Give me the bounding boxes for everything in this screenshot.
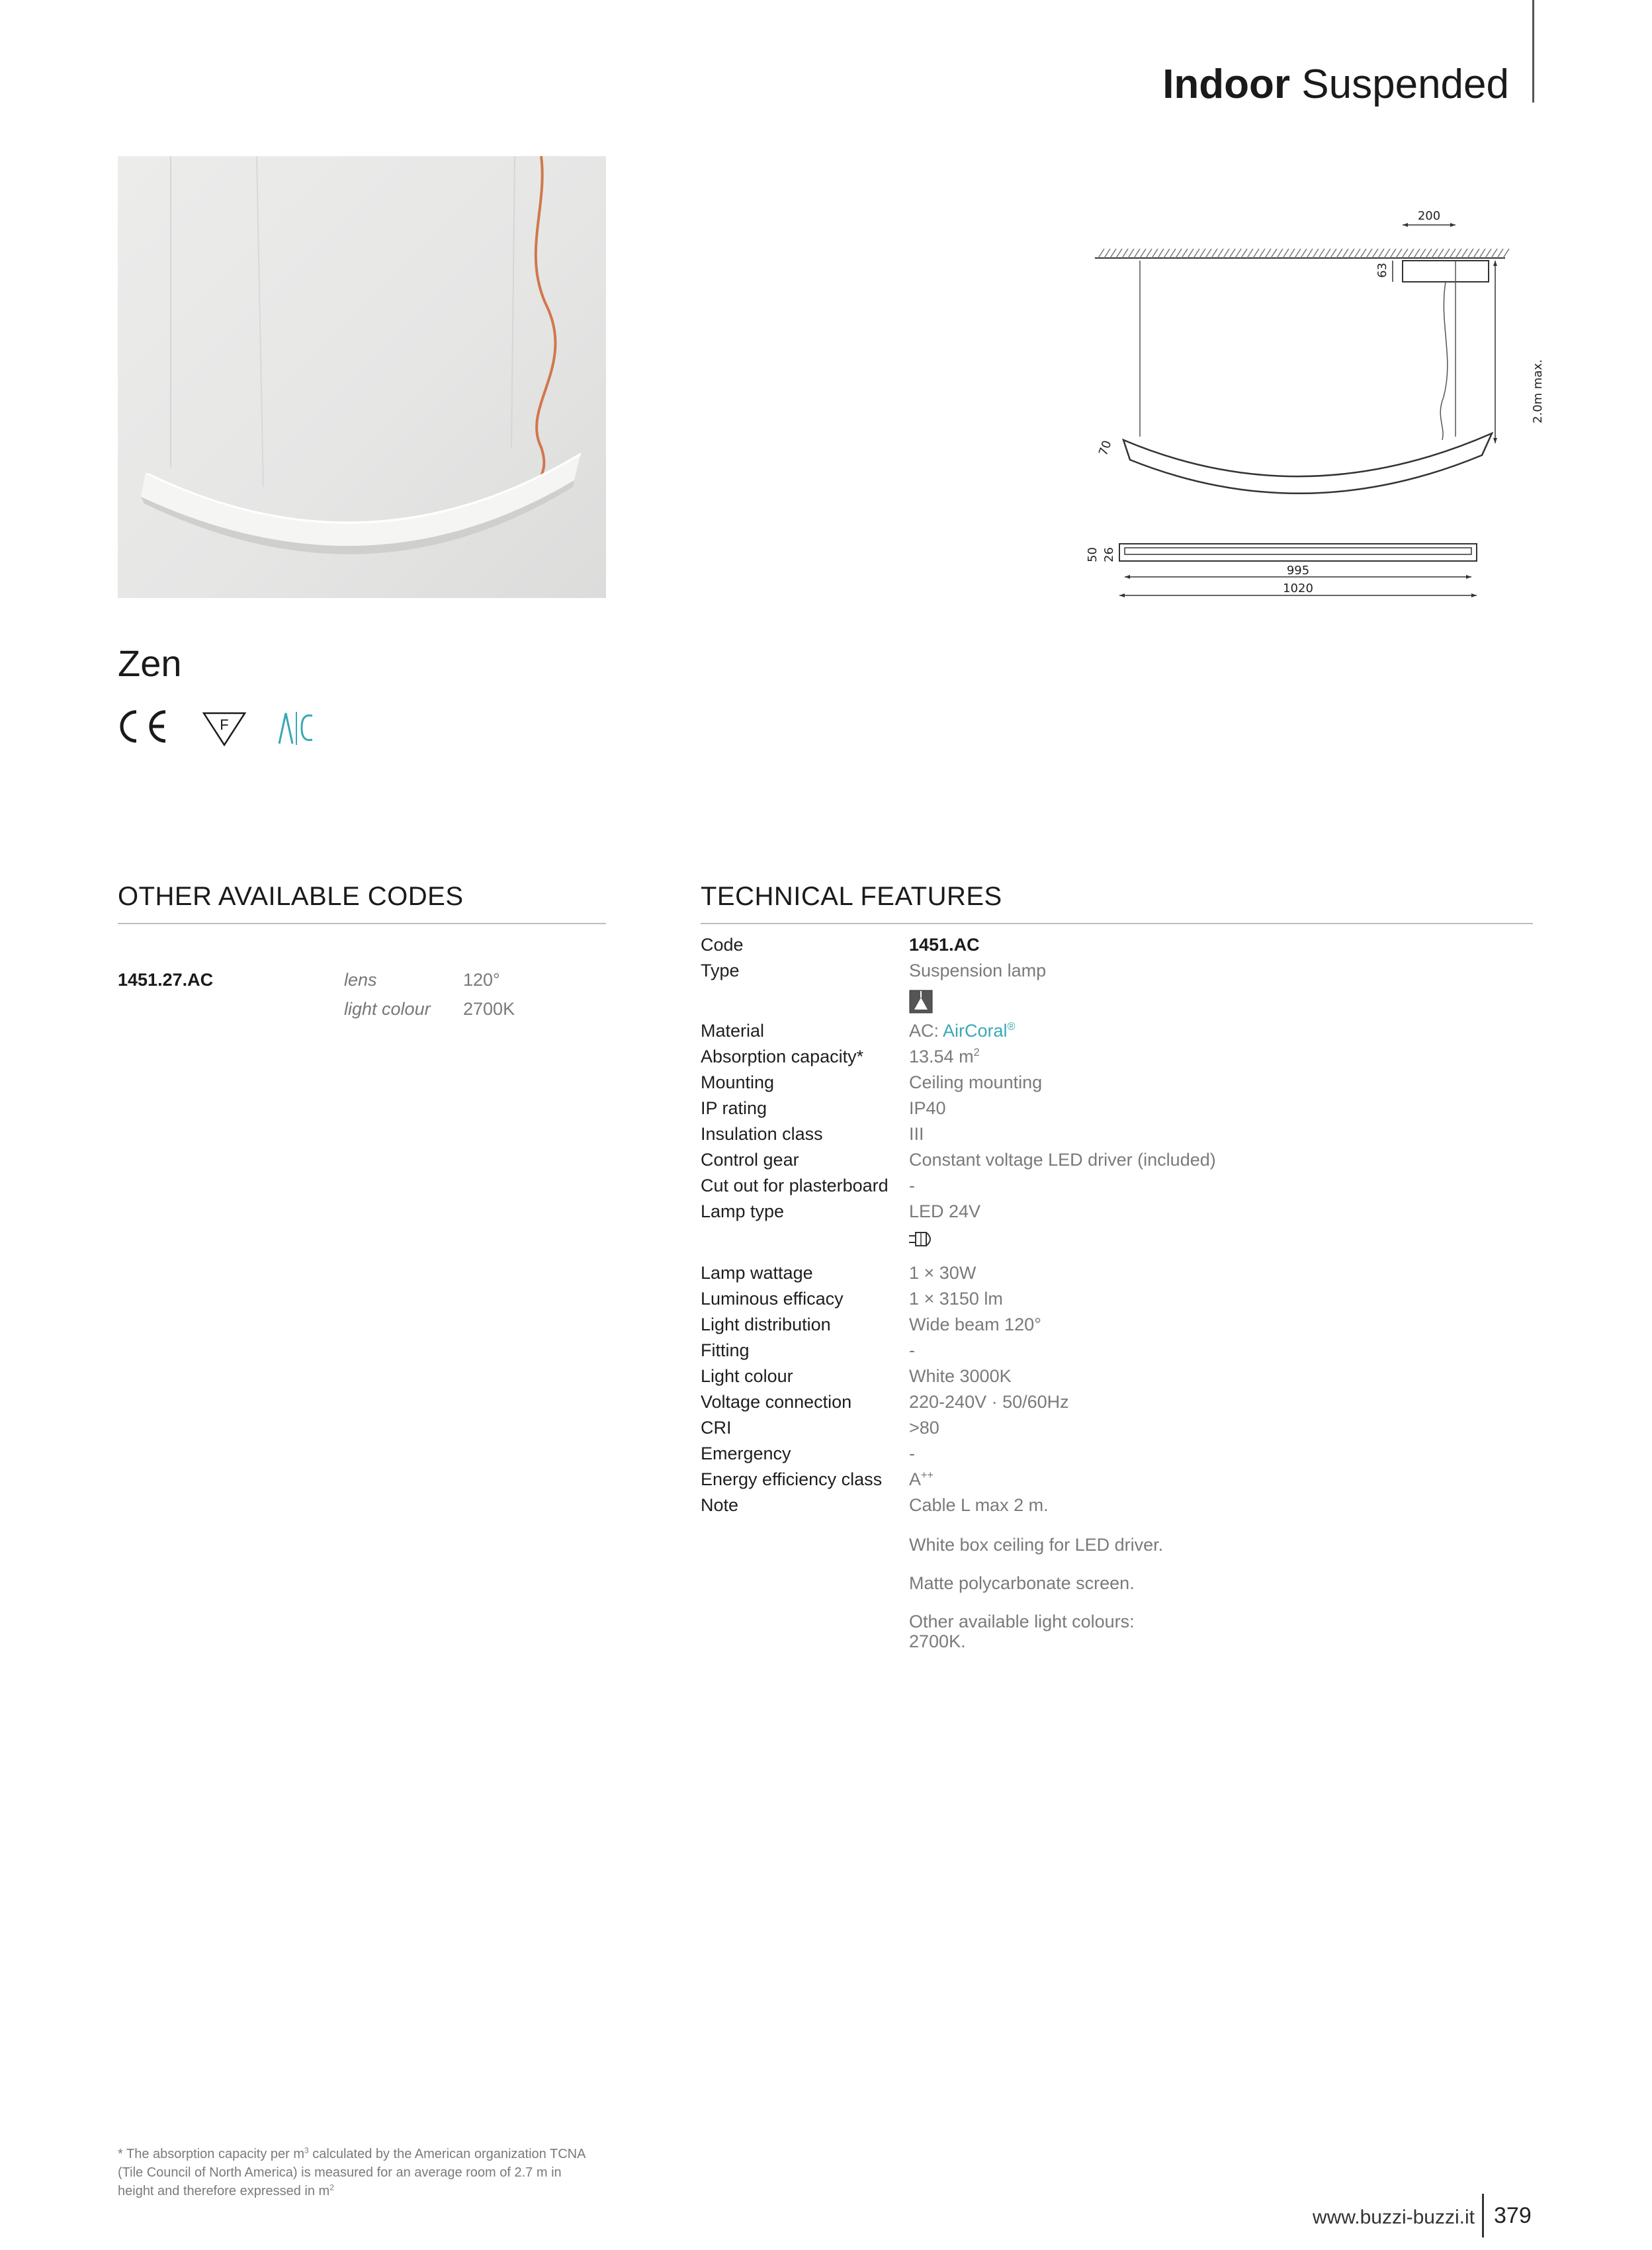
feature-value-cutout: -	[909, 1176, 915, 1195]
feature-value-voltage: 220-240V · 50/60Hz	[909, 1392, 1069, 1412]
ceiling-hatch-line	[1450, 249, 1456, 258]
feature-value-control-gear: Constant voltage LED driver (included)	[909, 1150, 1216, 1170]
feature-value-insulation: III	[909, 1124, 924, 1144]
ceiling-hatch-line	[1420, 249, 1426, 258]
feature-label-control-gear: Control gear	[701, 1150, 799, 1170]
product-photo-image	[118, 156, 606, 598]
ceiling-hatch-line	[1366, 249, 1372, 258]
ceiling-hatch-line	[1336, 249, 1342, 258]
energy-class: A	[909, 1469, 922, 1489]
ceiling-hatch-line	[1390, 249, 1396, 258]
ceiling-hatch-line	[1378, 249, 1384, 258]
feature-value-cri: >80	[909, 1418, 939, 1438]
ceiling-hatch-line	[1140, 249, 1146, 258]
dim-max-height: 2.0m max.	[1531, 359, 1545, 423]
ceiling-hatch-line	[1176, 249, 1182, 258]
feature-value-emergency: -	[909, 1444, 915, 1463]
ceiling-hatch-line	[1128, 249, 1134, 258]
feature-label-cutout: Cut out for plasterboard	[701, 1176, 889, 1195]
website-link[interactable]: www.buzzi-buzzi.it	[1312, 2206, 1475, 2228]
feature-label-fitting: Fitting	[701, 1340, 750, 1360]
feature-label-voltage: Voltage connection	[701, 1392, 852, 1412]
ceiling-hatch-line	[1438, 249, 1444, 258]
ceiling-hatch-line	[1479, 249, 1485, 258]
footnote-line-3	[118, 2182, 621, 2200]
feature-value-note-4b: 2700K.	[909, 1631, 966, 1651]
ceiling-hatch-line	[1188, 249, 1194, 258]
ceiling-hatch-line	[1134, 249, 1140, 258]
ceiling-hatch-line	[1122, 249, 1128, 258]
feature-value-note-3: Matte polycarbonate screen.	[909, 1573, 1135, 1593]
feature-value-mounting: Ceiling mounting	[909, 1072, 1043, 1092]
ceiling-hatch-line	[1384, 249, 1390, 258]
ceiling-hatch-line	[1253, 249, 1259, 258]
feature-label-code: Code	[701, 935, 744, 955]
ceiling-hatch-line	[1342, 249, 1348, 258]
ceiling-hatch-line	[1348, 249, 1354, 258]
page-number-divider	[1482, 2194, 1484, 2237]
page-number: 379	[1494, 2203, 1532, 2228]
feature-label-energy: Energy efficiency class	[701, 1469, 883, 1489]
feature-label-type: Type	[701, 961, 740, 980]
ceiling-hatch-line	[1247, 249, 1253, 258]
f-mark-icon	[204, 713, 245, 745]
other-code-attr1-label: lens	[344, 970, 377, 990]
technical-features-title: TECHNICAL FEATURES	[701, 882, 1002, 911]
dim-side-a: 50	[1086, 547, 1100, 562]
marks-svg	[118, 707, 329, 746]
feature-label-note: Note	[701, 1495, 739, 1515]
ceiling-hatch-line	[1432, 249, 1438, 258]
page-category-title	[1162, 61, 1509, 108]
other-code-attr2-label: light colour	[344, 999, 431, 1019]
suspension-type-icon	[909, 990, 933, 1017]
ceiling-hatch-line	[1325, 249, 1330, 258]
category-light: Suspended	[1301, 62, 1509, 107]
dim-inner-length: 995	[1286, 564, 1310, 578]
energy-class-sup: ++	[921, 1469, 934, 1481]
feature-value-wattage: 1 × 30W	[909, 1263, 977, 1283]
feature-value-light-colour: White 3000K	[909, 1366, 1012, 1386]
footnote-3-a: height and therefore expressed in m	[118, 2184, 330, 2198]
feature-label-mounting: Mounting	[701, 1072, 775, 1092]
ceiling-hatch-line	[1456, 249, 1461, 258]
ceiling-hatch-line	[1182, 249, 1188, 258]
feature-label-absorption: Absorption capacity*	[701, 1047, 864, 1066]
ceiling-hatch-line	[1259, 249, 1265, 258]
material-name: AirCoral	[943, 1021, 1008, 1041]
ceiling-hatch-line	[1110, 249, 1116, 258]
ceiling-hatch-line	[1104, 249, 1110, 258]
ceiling-hatch-line	[1372, 249, 1378, 258]
footnote-line-2: (Tile Council of North America) is measured for an average room of 2.7 m in	[118, 2165, 562, 2180]
ceiling-hatch-line	[1307, 249, 1313, 258]
material-registered: ®	[1007, 1021, 1016, 1033]
header-divider	[1532, 0, 1534, 103]
ceiling-hatch-line	[1277, 249, 1283, 258]
ceiling-hatch-line	[1313, 249, 1319, 258]
footnote-line-1	[118, 2145, 621, 2163]
feature-value-absorption	[909, 1047, 980, 1067]
svg-text:F: F	[220, 716, 229, 733]
ceiling-hatch-line	[1283, 249, 1289, 258]
ceiling-hatch-line	[1414, 249, 1420, 258]
feature-value-energy	[909, 1469, 934, 1490]
ceiling-hatch-line	[1360, 249, 1366, 258]
category-strong: Indoor	[1162, 62, 1291, 107]
ceiling-hatch-line	[1354, 249, 1360, 258]
feature-value-type: Suspension lamp	[909, 961, 1047, 980]
technical-drawing	[1085, 205, 1561, 615]
feature-value-lamp-type: LED 24V	[909, 1201, 981, 1221]
footnote-1-a: * The absorption capacity per m	[118, 2147, 305, 2161]
ceiling-hatch-line	[1444, 249, 1450, 258]
feature-label-distribution: Light distribution	[701, 1315, 831, 1334]
ceiling-hatch-line	[1170, 249, 1176, 258]
other-code: 1451.27.AC	[118, 970, 214, 990]
feature-value-note-1: Cable L max 2 m.	[909, 1495, 1049, 1515]
feature-label-efficacy: Luminous efficacy	[701, 1289, 844, 1309]
ceiling-hatch-line	[1223, 249, 1229, 258]
other-code-attr2-value: 2700K	[463, 999, 515, 1019]
ceiling-hatch-line	[1098, 249, 1104, 258]
feature-label-material: Material	[701, 1021, 765, 1041]
ac-logo-icon	[279, 712, 312, 745]
absorption-sup: 2	[973, 1047, 980, 1059]
ceiling-hatch-line	[1426, 249, 1432, 258]
ceiling-hatch-line	[1396, 249, 1402, 258]
other-code-attr1-value: 120°	[463, 970, 500, 990]
feature-value-note-2: White box ceiling for LED driver.	[909, 1535, 1164, 1555]
ceiling-hatch-line	[1301, 249, 1307, 258]
ceiling-hatch-line	[1158, 249, 1164, 258]
feature-value-material	[909, 1021, 1016, 1041]
product-name: Zen	[118, 642, 182, 684]
dim-thickness: 70	[1096, 439, 1115, 458]
ceiling-hatch-line	[1194, 249, 1199, 258]
feature-label-ip: IP rating	[701, 1098, 767, 1118]
feature-value-ip: IP40	[909, 1098, 946, 1118]
ceiling-hatch-line	[1229, 249, 1235, 258]
ceiling-hatch-line	[1211, 249, 1217, 258]
absorption-value: 13.54 m	[909, 1047, 974, 1066]
ceiling-hatch-line	[1295, 249, 1301, 258]
ceiling-hatch-line	[1402, 249, 1408, 258]
feature-label-insulation: Insulation class	[701, 1124, 823, 1144]
ceiling-hatch-line	[1467, 249, 1473, 258]
footnote-3-sup: 2	[329, 2183, 334, 2192]
dim-side-b: 26	[1102, 547, 1116, 562]
dim-top-width: 200	[1417, 209, 1441, 223]
ceiling-hatch-line	[1497, 249, 1503, 258]
ceiling-hatch-line	[1116, 249, 1122, 258]
feature-value-fitting: -	[909, 1340, 915, 1360]
ceiling-hatch-line	[1205, 249, 1211, 258]
ceiling-hatch-line	[1491, 249, 1497, 258]
ceiling-hatch-line	[1289, 249, 1295, 258]
feature-value-code: 1451.AC	[909, 935, 980, 955]
ce-mark-icon	[122, 712, 165, 741]
ceiling-hatch-line	[1473, 249, 1479, 258]
dim-total-length: 1020	[1283, 582, 1313, 595]
dim-canopy-height: 63	[1375, 263, 1389, 278]
feature-label-wattage: Lamp wattage	[701, 1263, 813, 1283]
ceiling-hatch-line	[1152, 249, 1158, 258]
technical-features-rule	[701, 923, 1533, 924]
ceiling-hatch-line	[1265, 249, 1271, 258]
feature-label-emergency: Emergency	[701, 1444, 791, 1463]
footnote-1-sup: 3	[304, 2145, 309, 2155]
dimension-drawing	[1085, 205, 1561, 615]
ceiling-hatch-line	[1235, 249, 1241, 258]
product-photo	[118, 156, 606, 598]
ceiling-hatch-line	[1217, 249, 1223, 258]
ceiling-hatch-line	[1199, 249, 1205, 258]
feature-label-lamp-type: Lamp type	[701, 1201, 785, 1221]
ceiling-hatch-line	[1241, 249, 1247, 258]
feature-value-distribution: Wide beam 120°	[909, 1315, 1041, 1334]
feature-label-cri: CRI	[701, 1418, 732, 1438]
feature-value-note-4a: Other available light colours:	[909, 1612, 1135, 1631]
ceiling-hatch-line	[1408, 249, 1414, 258]
footnote-1-b: calculated by the American organization TCNA	[308, 2147, 586, 2161]
led-driver-icon	[908, 1229, 937, 1252]
ceiling-hatch-line	[1461, 249, 1467, 258]
feature-value-efficacy: 1 × 3150 lm	[909, 1289, 1003, 1309]
ceiling-hatch-line	[1146, 249, 1152, 258]
ceiling-hatch-line	[1485, 249, 1491, 258]
other-codes-rule	[118, 923, 606, 924]
other-codes-title: OTHER AVAILABLE CODES	[118, 882, 464, 911]
absorption-footnote	[118, 2145, 621, 2200]
ceiling-hatch-line	[1330, 249, 1336, 258]
material-prefix: AC:	[909, 1021, 943, 1041]
ceiling-hatch-line	[1271, 249, 1277, 258]
certification-marks	[118, 707, 329, 746]
ceiling-hatch-line	[1503, 249, 1509, 258]
feature-label-light-colour: Light colour	[701, 1366, 793, 1386]
ceiling-hatch-line	[1319, 249, 1325, 258]
ceiling-hatch-line	[1164, 249, 1170, 258]
